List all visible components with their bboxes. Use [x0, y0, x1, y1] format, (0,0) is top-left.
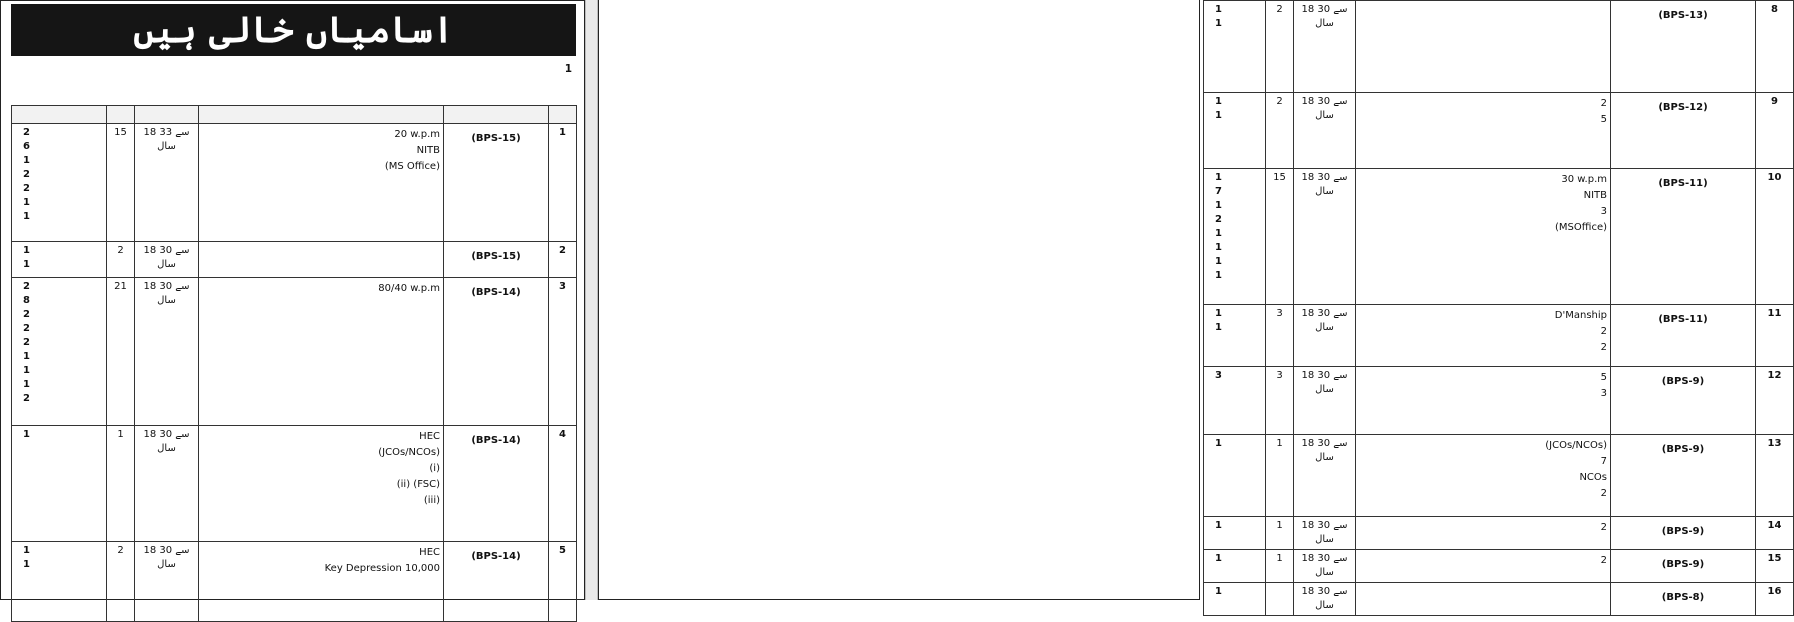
quota-count: 1 [23, 429, 30, 440]
quota-line [15, 168, 103, 182]
quota-line [15, 196, 103, 210]
age-limit: 18 سے 30 سال [135, 242, 199, 278]
vacancy-row [1204, 550, 1794, 583]
age-limit: 18 سے 30 سال [1294, 93, 1356, 169]
quota-line [15, 544, 103, 558]
post-title-cell [1611, 169, 1756, 305]
quota-line [15, 140, 103, 154]
bps-scale: (BPS-11) [1658, 314, 1708, 325]
post-title-cell [444, 242, 549, 278]
requirement-line: NCOs [1579, 472, 1607, 483]
vacancy-row [1204, 367, 1794, 435]
post-count: 1 [107, 426, 135, 542]
quota-line [1207, 369, 1262, 383]
requirements-cell [1356, 583, 1611, 616]
quota-line [1207, 185, 1262, 199]
vacancy-row [1204, 583, 1794, 616]
requirement-line: 30 w.p.m [1561, 174, 1607, 185]
requirement-line: D'Manship [1554, 310, 1607, 321]
serial-number: 9 [1756, 93, 1794, 169]
bps-scale: (BPS-9) [1661, 376, 1705, 387]
requirement-line: (JCOs/NCOs) [1545, 440, 1607, 451]
requirement-line: (MSOffice) [1555, 222, 1607, 233]
post-count: 2 [107, 242, 135, 278]
post-title-cell [1611, 517, 1756, 550]
bps-scale: (BPS-9) [1661, 526, 1705, 537]
quota-count: 1 [23, 155, 30, 166]
requirement-line: 5 [1600, 114, 1607, 125]
bps-scale: (BPS-9) [1661, 559, 1705, 570]
serial-number: 13 [1756, 435, 1794, 517]
right-vacancy-table [1203, 0, 1794, 616]
requirement-line: (ii) (FSC) [396, 479, 440, 490]
quota-line [15, 308, 103, 322]
age-limit: 18 سے 30 سال [1294, 305, 1356, 367]
quota-line [15, 210, 103, 224]
quota-count: 1 [23, 211, 30, 222]
serial-number: 3 [549, 278, 577, 426]
post-count: 3 [1266, 367, 1294, 435]
requirement-line: 2 [1600, 326, 1607, 337]
vacancy-row [12, 426, 577, 542]
quota-line [1207, 307, 1262, 321]
post-title-cell [1611, 583, 1756, 616]
bps-scale: (BPS-13) [1658, 10, 1708, 21]
post-count: 2 [1266, 93, 1294, 169]
requirement-line: (iii) [423, 495, 440, 506]
quota-cell [1204, 305, 1266, 367]
quota-count: 2 [23, 169, 30, 180]
age-limit: 18 سے 30 سال [1294, 517, 1356, 550]
quota-cell [12, 542, 107, 622]
quota-count: 1 [1215, 18, 1222, 29]
vacancy-row [1204, 1, 1794, 93]
requirement-line: HEC [419, 431, 440, 442]
requirements-cell [1356, 305, 1611, 367]
quota-count: 1 [23, 559, 30, 570]
quota-line [15, 294, 103, 308]
quota-line [1207, 255, 1262, 269]
quota-count: 1 [23, 545, 30, 556]
post-count [1266, 583, 1294, 616]
vacancy-row [1204, 93, 1794, 169]
header-count [107, 106, 135, 124]
quota-cell [1204, 517, 1266, 550]
requirements-cell [199, 124, 444, 242]
requirement-line: 80/40 w.p.m [378, 283, 440, 294]
requirement-line: (JCOs/NCOs) [378, 447, 440, 458]
page-gutter [585, 0, 598, 600]
requirement-line: 7 [1600, 456, 1607, 467]
quota-cell [1204, 93, 1266, 169]
quota-count: 1 [1215, 200, 1222, 211]
banner-title: اسامیاں خالی ہیں [133, 9, 454, 51]
serial-number: 10 [1756, 169, 1794, 305]
quota-count: 1 [1215, 308, 1222, 319]
quota-cell [1204, 435, 1266, 517]
post-title-cell [444, 278, 549, 426]
post-title-cell [1611, 550, 1756, 583]
quota-line [1207, 519, 1262, 533]
bps-scale: (BPS-9) [1661, 444, 1705, 455]
requirements-cell [199, 542, 444, 622]
requirement-line: 2 [1600, 522, 1607, 533]
quota-count: 3 [1215, 370, 1222, 381]
requirements-cell [1356, 169, 1611, 305]
post-title-cell [444, 426, 549, 542]
quota-cell [12, 124, 107, 242]
quota-line [1207, 171, 1262, 185]
post-title-cell [444, 542, 549, 622]
requirements-cell [1356, 435, 1611, 517]
vacancy-row [12, 542, 577, 622]
quota-line [15, 428, 103, 442]
quota-line [15, 558, 103, 572]
age-limit: 18 سے 30 سال [135, 278, 199, 426]
quota-line [1207, 3, 1262, 17]
requirement-line: 2 [1600, 342, 1607, 353]
intro-paragraph [11, 61, 576, 103]
quota-cell [12, 242, 107, 278]
quota-line [1207, 95, 1262, 109]
requirements-cell [1356, 367, 1611, 435]
header-post [444, 106, 549, 124]
left-page [0, 0, 585, 600]
post-title-cell [1611, 367, 1756, 435]
quota-line [1207, 213, 1262, 227]
quota-line [1207, 109, 1262, 123]
quota-count: 2 [23, 337, 30, 348]
header-requirements [199, 106, 444, 124]
quota-count: 2 [23, 183, 30, 194]
quota-line [1207, 437, 1262, 451]
quota-line [15, 378, 103, 392]
quota-line [1207, 321, 1262, 335]
left-table-header [12, 106, 577, 124]
requirement-line: (MS Office) [384, 161, 440, 172]
bps-scale: (BPS-14) [471, 287, 521, 298]
header-age [135, 106, 199, 124]
bps-scale: (BPS-15) [471, 251, 521, 262]
requirement-line: 2 [1600, 555, 1607, 566]
serial-number: 8 [1756, 1, 1794, 93]
header-quota [12, 106, 107, 124]
requirements-cell [199, 426, 444, 542]
requirement-line: (i) [429, 463, 440, 474]
quota-count: 1 [1215, 4, 1222, 15]
post-title-cell [1611, 1, 1756, 93]
requirement-line: 3 [1600, 206, 1607, 217]
requirements-cell [1356, 517, 1611, 550]
quota-count: 1 [1215, 96, 1222, 107]
bps-scale: (BPS-11) [1658, 178, 1708, 189]
post-count: 2 [107, 542, 135, 622]
age-limit: 18 سے 30 سال [135, 542, 199, 622]
quota-line [1207, 269, 1262, 283]
intro-item-number: 1 [564, 63, 572, 75]
vacancies-banner [11, 4, 576, 56]
quota-cell [1204, 550, 1266, 583]
age-limit: 18 سے 30 سال [1294, 435, 1356, 517]
requirements-cell [1356, 550, 1611, 583]
quota-count: 7 [1215, 186, 1222, 197]
quota-count: 1 [1215, 270, 1222, 281]
requirement-line: NITB [1583, 190, 1607, 201]
quota-line [15, 364, 103, 378]
quota-cell [1204, 367, 1266, 435]
serial-number: 12 [1756, 367, 1794, 435]
post-count: 1 [1266, 435, 1294, 517]
age-limit: 18 سے 30 سال [1294, 367, 1356, 435]
quota-count: 1 [1215, 322, 1222, 333]
vacancy-row [1204, 435, 1794, 517]
quota-count: 1 [23, 365, 30, 376]
serial-number: 1 [549, 124, 577, 242]
right-page [598, 0, 1782, 611]
vacancy-row [12, 278, 577, 426]
quota-count: 2 [23, 393, 30, 404]
quota-line [15, 280, 103, 294]
quota-cell [12, 278, 107, 426]
quota-line [1207, 585, 1262, 599]
age-limit: 18 سے 30 سال [1294, 169, 1356, 305]
quota-count: 1 [1215, 110, 1222, 121]
quota-count: 1 [23, 379, 30, 390]
requirement-line: Key Depression 10,000 [324, 563, 440, 574]
bps-scale: (BPS-14) [471, 551, 521, 562]
vacancy-row [12, 124, 577, 242]
requirement-line: HEC [419, 547, 440, 558]
serial-number: 2 [549, 242, 577, 278]
post-count: 15 [107, 124, 135, 242]
quota-count: 1 [1215, 520, 1222, 531]
bps-scale: (BPS-8) [1661, 592, 1705, 603]
quota-count: 1 [1215, 553, 1222, 564]
post-title-cell [1611, 305, 1756, 367]
quota-count: 2 [23, 309, 30, 320]
requirement-line: 2 [1600, 98, 1607, 109]
quota-line [15, 336, 103, 350]
age-limit: 18 سے 30 سال [1294, 550, 1356, 583]
quota-count: 1 [1215, 586, 1222, 597]
requirement-line: 3 [1600, 388, 1607, 399]
requirements-cell [199, 242, 444, 278]
quota-count: 1 [23, 197, 30, 208]
quota-line [1207, 17, 1262, 31]
quota-line [1207, 241, 1262, 255]
serial-number: 16 [1756, 583, 1794, 616]
post-count: 21 [107, 278, 135, 426]
age-limit: 18 سے 33 سال [135, 124, 199, 242]
vacancy-row [1204, 169, 1794, 305]
quota-count: 2 [23, 127, 30, 138]
vacancy-row [1204, 517, 1794, 550]
quota-count: 2 [23, 323, 30, 334]
quota-count: 1 [23, 245, 30, 256]
quota-line [15, 244, 103, 258]
post-count: 1 [1266, 517, 1294, 550]
post-title-cell [1611, 435, 1756, 517]
requirement-line: 5 [1600, 372, 1607, 383]
quota-line [15, 258, 103, 272]
bps-scale: (BPS-12) [1658, 102, 1708, 113]
quota-line [15, 322, 103, 336]
quota-line [1207, 552, 1262, 566]
requirements-cell [1356, 1, 1611, 93]
age-limit: 18 سے 30 سال [1294, 1, 1356, 93]
quota-count: 2 [23, 281, 30, 292]
post-count: 15 [1266, 169, 1294, 305]
quota-line [1207, 227, 1262, 241]
requirements-cell [199, 278, 444, 426]
post-title-cell [444, 124, 549, 242]
serial-number: 11 [1756, 305, 1794, 367]
requirements-cell [1356, 93, 1611, 169]
quota-count: 1 [1215, 228, 1222, 239]
serial-number: 5 [549, 542, 577, 622]
serial-number: 4 [549, 426, 577, 542]
age-limit: 18 سے 30 سال [135, 426, 199, 542]
quota-line [15, 392, 103, 406]
post-count: 2 [1266, 1, 1294, 93]
quota-cell [1204, 583, 1266, 616]
quota-count: 8 [23, 295, 30, 306]
quota-line [1207, 199, 1262, 213]
quota-count: 1 [1215, 242, 1222, 253]
bps-scale: (BPS-14) [471, 435, 521, 446]
requirement-line: 2 [1600, 488, 1607, 499]
quota-count: 6 [23, 141, 30, 152]
vacancy-row [1204, 305, 1794, 367]
quota-cell [1204, 169, 1266, 305]
quota-line [15, 126, 103, 140]
bps-scale: (BPS-15) [471, 133, 521, 144]
left-vacancy-table [11, 105, 577, 622]
quota-count: 1 [1215, 256, 1222, 267]
vacancy-row [12, 242, 577, 278]
quota-count: 2 [1215, 214, 1222, 225]
requirement-line: NITB [416, 145, 440, 156]
quota-line [15, 154, 103, 168]
post-count: 3 [1266, 305, 1294, 367]
quota-count: 1 [1215, 438, 1222, 449]
quota-count: 1 [1215, 172, 1222, 183]
quota-line [15, 182, 103, 196]
quota-line [15, 350, 103, 364]
quota-cell [1204, 1, 1266, 93]
post-title-cell [1611, 93, 1756, 169]
serial-number: 15 [1756, 550, 1794, 583]
serial-number: 14 [1756, 517, 1794, 550]
quota-count: 1 [23, 259, 30, 270]
requirement-line: 20 w.p.m [394, 129, 440, 140]
post-count: 1 [1266, 550, 1294, 583]
header-serial [549, 106, 577, 124]
quota-cell [12, 426, 107, 542]
age-limit: 18 سے 30 سال [1294, 583, 1356, 616]
quota-count: 1 [23, 351, 30, 362]
